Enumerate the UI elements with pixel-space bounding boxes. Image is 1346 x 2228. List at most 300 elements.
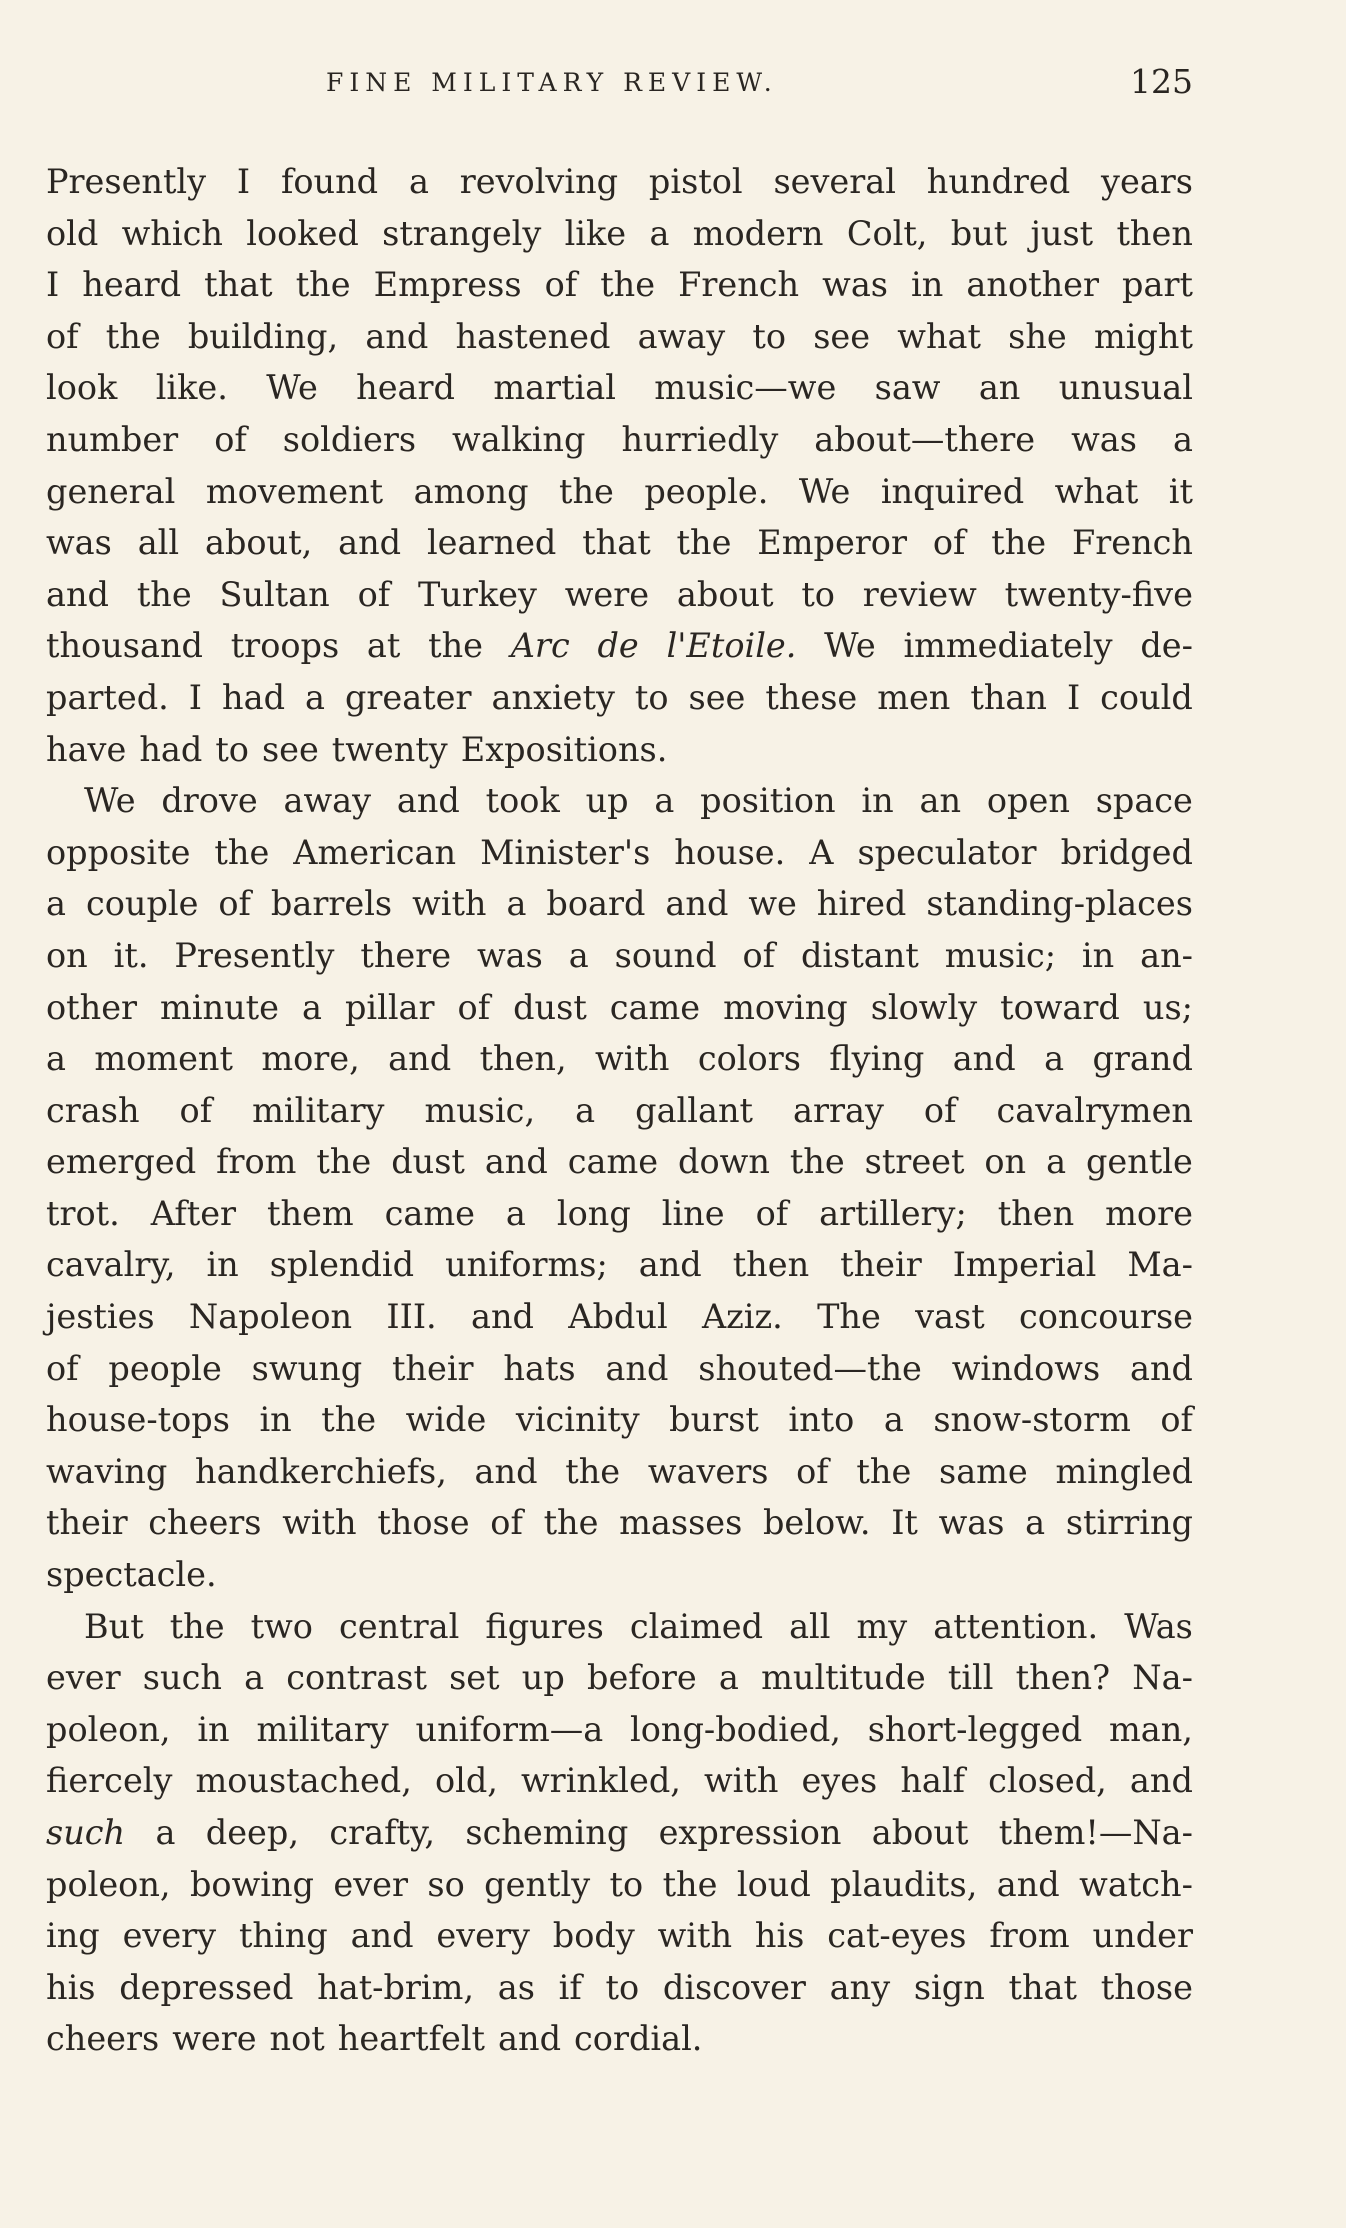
- word: greater: [344, 677, 472, 717]
- word: We: [84, 781, 136, 821]
- word: and: [498, 2019, 562, 2059]
- word: dust: [513, 987, 587, 1027]
- word: a: [506, 884, 527, 924]
- word: from: [989, 1916, 1070, 1956]
- word: all: [789, 1606, 831, 1646]
- word: music,: [424, 1090, 536, 1130]
- word: and: [388, 1039, 452, 1079]
- word: snow-storm: [933, 1400, 1131, 1440]
- word: just: [1030, 213, 1094, 253]
- word: poleon,: [46, 1709, 171, 1749]
- word: it: [1168, 471, 1193, 511]
- word: as: [497, 1967, 535, 2007]
- word: movement: [205, 471, 384, 511]
- text-line: [46, 1652, 1193, 1704]
- text-line: [46, 878, 1193, 930]
- word: so: [427, 1864, 465, 1904]
- text-line: [46, 466, 1193, 518]
- text-line: [46, 1239, 1193, 1291]
- word: wavers: [647, 1451, 769, 1491]
- word: modern: [692, 213, 824, 253]
- word: Turkey: [417, 574, 537, 614]
- word: expression: [658, 1813, 842, 1852]
- word: a: [46, 884, 66, 924]
- word: ever: [333, 1864, 408, 1904]
- word: have: [46, 729, 127, 769]
- word: inquired: [880, 471, 1025, 511]
- word: had: [222, 677, 286, 717]
- word: about: [871, 1813, 969, 1852]
- word: Abdul: [568, 1297, 668, 1337]
- word: then: [1116, 213, 1193, 253]
- word: plaudits,: [830, 1864, 978, 1904]
- text-line: [46, 414, 1193, 466]
- word: to: [215, 729, 249, 769]
- word: their: [840, 1245, 922, 1285]
- text-line: [46, 1497, 1193, 1549]
- body-text: [46, 156, 1193, 2065]
- word: in: [911, 265, 944, 305]
- word: fiercely: [46, 1761, 173, 1801]
- word: It: [891, 1503, 918, 1543]
- word: speculator: [857, 832, 1037, 872]
- word: board: [546, 884, 646, 924]
- text-line: [46, 311, 1193, 363]
- word: of: [932, 523, 966, 563]
- word: Empress: [373, 265, 522, 305]
- word: came: [384, 1193, 475, 1233]
- text-line: [46, 517, 1193, 569]
- word: in: [861, 781, 894, 821]
- word: The: [817, 1297, 881, 1337]
- word: in: [1081, 935, 1115, 975]
- word: and: [952, 1039, 1016, 1079]
- word: were: [564, 574, 650, 614]
- word: more,: [261, 1039, 360, 1079]
- word: military: [252, 1090, 385, 1130]
- word: trot.: [46, 1193, 120, 1233]
- word: a: [305, 677, 325, 717]
- word: like: [564, 213, 627, 253]
- word: of: [544, 265, 578, 305]
- word: moustached,: [195, 1761, 412, 1801]
- word: position: [700, 781, 836, 821]
- word: all: [137, 523, 180, 563]
- word: stirring: [1065, 1503, 1193, 1543]
- word: and: [46, 574, 109, 614]
- word: a: [408, 162, 429, 201]
- word: deep,: [205, 1813, 299, 1852]
- word: about: [676, 574, 774, 614]
- text-line: [46, 1188, 1193, 1240]
- word: French: [678, 265, 800, 305]
- word: those: [377, 1503, 470, 1543]
- word: up: [521, 1658, 565, 1698]
- word: depressed: [119, 1967, 294, 2007]
- word: cheers: [46, 2019, 160, 2059]
- word: away: [637, 316, 726, 356]
- word: saw: [874, 368, 941, 408]
- word: grand: [1092, 1039, 1193, 1079]
- text-line: [46, 620, 1193, 672]
- word: of: [214, 419, 247, 459]
- word: bowing: [189, 1864, 314, 1904]
- word: with: [595, 1039, 670, 1079]
- word: Presently: [174, 935, 335, 975]
- word: standing-places: [926, 884, 1193, 924]
- word: attention.: [933, 1606, 1099, 1646]
- word: those: [1100, 1967, 1193, 2007]
- word: the: [136, 574, 192, 614]
- word: than: [970, 677, 1047, 717]
- word: of: [46, 316, 79, 356]
- word: another: [966, 265, 1099, 305]
- word: and: [996, 1864, 1060, 1904]
- word: hastened: [455, 316, 611, 356]
- word: had: [139, 729, 203, 769]
- word: mingled: [1055, 1451, 1193, 1491]
- word: about—there: [814, 419, 1036, 459]
- word: I: [236, 162, 251, 201]
- word: see: [261, 729, 319, 769]
- word: men: [877, 677, 951, 717]
- word: vast: [915, 1297, 985, 1337]
- text-line: [46, 1859, 1193, 1911]
- text-line: [46, 724, 1193, 776]
- word: line: [661, 1193, 725, 1233]
- word: long-bodied,: [630, 1709, 841, 1749]
- text-line: [46, 1704, 1193, 1756]
- word: multitude: [761, 1658, 926, 1698]
- word: body: [552, 1916, 635, 1956]
- word: a: [46, 1039, 66, 1079]
- word: array: [793, 1090, 884, 1130]
- word: the: [316, 1142, 372, 1182]
- word: them!—Na-: [998, 1813, 1193, 1852]
- text-line: [46, 1394, 1193, 1446]
- word: revolving: [459, 162, 619, 201]
- word: III.: [386, 1297, 437, 1337]
- word: short-legged: [867, 1709, 1083, 1749]
- word: house-tops: [46, 1400, 230, 1440]
- page-number: 125: [1130, 62, 1193, 101]
- word: a: [244, 1658, 265, 1698]
- word: these: [765, 677, 858, 717]
- word: cheers: [148, 1503, 262, 1543]
- word: gentle: [1085, 1142, 1193, 1182]
- word: wide: [405, 1400, 487, 1440]
- word: was: [1071, 419, 1137, 459]
- running-head: [46, 62, 1193, 112]
- word: of: [742, 935, 776, 975]
- paragraph: [46, 775, 1193, 1601]
- word: of: [923, 1090, 957, 1130]
- text-line: [46, 1291, 1193, 1343]
- word: us;: [1142, 987, 1193, 1027]
- word: his: [754, 1916, 805, 1956]
- word: old,: [434, 1761, 498, 1801]
- word: masses: [619, 1503, 743, 1543]
- word: of: [1160, 1400, 1193, 1440]
- word: on: [46, 935, 88, 975]
- word: Expositions.: [460, 729, 668, 769]
- word: what: [1054, 471, 1139, 511]
- word: same: [939, 1451, 1028, 1491]
- text-line: [46, 1033, 1193, 1085]
- word: if: [558, 1967, 582, 2007]
- word: and: [471, 1297, 534, 1337]
- word: ing: [46, 1916, 100, 1956]
- word: and: [350, 1916, 414, 1956]
- word: with: [657, 1916, 733, 1956]
- word: Ma-: [1127, 1245, 1193, 1285]
- word: and: [665, 884, 729, 924]
- word: a: [649, 213, 670, 253]
- word: which: [121, 213, 223, 253]
- text-line: [46, 1910, 1193, 1962]
- word: learned: [426, 523, 557, 563]
- word: Colt,: [846, 213, 928, 253]
- word: closed,: [988, 1761, 1107, 1801]
- word: such: [46, 1813, 126, 1852]
- word: splendid: [269, 1245, 415, 1285]
- text-line: [46, 259, 1193, 311]
- word: an-: [1140, 935, 1193, 975]
- word: contrast: [286, 1658, 427, 1698]
- word: see: [688, 677, 746, 717]
- word: uniforms;: [445, 1245, 608, 1285]
- word: came: [609, 987, 701, 1027]
- word: Minister's: [480, 832, 651, 872]
- word: on: [984, 1142, 1027, 1182]
- word: an: [919, 781, 962, 821]
- word: a: [575, 1090, 596, 1130]
- word: colors: [697, 1039, 801, 1079]
- word: found: [280, 162, 379, 201]
- word: opposite: [46, 832, 191, 872]
- word: of: [490, 1503, 523, 1543]
- word: de: [597, 626, 639, 666]
- word: and: [474, 1451, 538, 1491]
- word: crafty,: [329, 1813, 436, 1852]
- word: a: [718, 1658, 739, 1698]
- word: and: [338, 523, 402, 563]
- word: of: [457, 987, 491, 1027]
- word: artillery;: [819, 1193, 967, 1233]
- word: see: [813, 316, 871, 356]
- word: building,: [187, 316, 339, 356]
- word: then: [997, 1193, 1075, 1233]
- word: took: [485, 781, 560, 821]
- word: waving: [46, 1451, 168, 1491]
- word: long: [556, 1193, 631, 1233]
- word: Was: [1124, 1606, 1193, 1646]
- word: military: [256, 1709, 389, 1749]
- word: open: [986, 781, 1070, 821]
- word: the: [991, 523, 1047, 563]
- word: was: [46, 523, 112, 563]
- word: the: [169, 1606, 225, 1646]
- word: cordial.: [574, 2019, 703, 2059]
- word: distant: [800, 935, 919, 975]
- word: slowly: [870, 987, 978, 1027]
- word: shouted—the: [698, 1348, 922, 1388]
- word: set: [449, 1658, 500, 1698]
- word: uniform—a: [415, 1709, 604, 1749]
- text-line: [46, 569, 1193, 621]
- word: look: [46, 368, 118, 408]
- word: a: [1046, 1142, 1067, 1182]
- word: years: [1101, 162, 1193, 201]
- word: bridged: [1060, 832, 1193, 872]
- text-line: [46, 1601, 1193, 1653]
- word: After: [150, 1193, 237, 1233]
- word: below.: [762, 1503, 871, 1543]
- word: the: [105, 316, 161, 356]
- word: an: [978, 368, 1021, 408]
- word: in: [206, 1245, 239, 1285]
- word: with: [412, 884, 487, 924]
- word: Presently: [46, 162, 207, 201]
- text-line: [46, 1807, 1193, 1859]
- word: looked: [246, 213, 359, 253]
- word: people: [108, 1348, 222, 1388]
- word: several: [773, 162, 896, 201]
- word: like.: [155, 368, 228, 408]
- word: before: [587, 1658, 697, 1698]
- word: old: [46, 213, 99, 253]
- word: I: [188, 677, 203, 717]
- word: that: [1008, 1967, 1077, 2007]
- word: toward: [1000, 987, 1120, 1027]
- word: gallant: [635, 1090, 753, 1130]
- word: man,: [1108, 1709, 1193, 1749]
- word: strangely: [382, 213, 542, 253]
- word: the: [428, 626, 483, 666]
- word: their: [46, 1503, 128, 1543]
- word: were: [172, 2019, 257, 2059]
- word: the: [295, 265, 351, 305]
- word: about,: [204, 523, 313, 563]
- word: of: [46, 1348, 79, 1388]
- text-line: [46, 930, 1193, 982]
- word: street: [864, 1142, 965, 1182]
- word: it.: [113, 935, 149, 975]
- word: the: [789, 1142, 845, 1182]
- word: anxiety: [491, 677, 615, 717]
- word: flying: [829, 1039, 925, 1079]
- word: I: [46, 265, 60, 305]
- word: Emperor: [757, 523, 907, 563]
- word: a: [301, 987, 322, 1027]
- word: not: [269, 2019, 325, 2059]
- word: scheming: [465, 1813, 629, 1852]
- word: in: [259, 1400, 292, 1440]
- text-line: [46, 1136, 1193, 1188]
- word: We: [798, 471, 851, 511]
- word: to: [609, 1864, 644, 1904]
- word: we: [748, 884, 797, 924]
- word: spectacle.: [46, 1555, 217, 1595]
- word: of: [179, 1090, 213, 1130]
- word: the: [856, 1451, 912, 1491]
- word: review: [862, 574, 977, 614]
- word: other: [46, 987, 138, 1027]
- word: people.: [644, 471, 769, 511]
- word: the: [565, 1451, 621, 1491]
- word: the: [676, 523, 732, 563]
- word: Aziz.: [701, 1297, 783, 1337]
- word: heard: [356, 368, 455, 408]
- word: with: [282, 1503, 357, 1543]
- word: concourse: [1018, 1297, 1193, 1337]
- word: central: [338, 1606, 460, 1646]
- word: crash: [46, 1090, 140, 1130]
- text-line: [46, 672, 1193, 724]
- word: vicinity: [515, 1400, 640, 1440]
- text-line: [46, 1085, 1193, 1137]
- word: a: [654, 781, 675, 821]
- word: hat-brim,: [317, 1967, 475, 2007]
- word: twenty: [331, 729, 448, 769]
- word: sound: [614, 935, 717, 975]
- word: them: [267, 1193, 354, 1233]
- word: could: [1100, 677, 1193, 717]
- word: loud: [736, 1864, 811, 1904]
- word: to: [752, 316, 787, 356]
- word: the: [543, 1503, 599, 1543]
- word: a: [1044, 1039, 1065, 1079]
- word: what: [897, 316, 981, 356]
- word: and: [484, 1142, 548, 1182]
- word: parted.: [46, 677, 169, 717]
- word: hundred: [926, 162, 1071, 201]
- word: and: [638, 1245, 702, 1285]
- word: figures: [485, 1606, 604, 1646]
- word: troops: [230, 626, 340, 666]
- word: to: [801, 574, 835, 614]
- word: then,: [479, 1039, 567, 1079]
- word: of: [796, 1451, 829, 1491]
- word: eyes: [801, 1761, 878, 1801]
- word: she: [1008, 316, 1067, 356]
- word: hats: [503, 1348, 576, 1388]
- word: immediately: [903, 626, 1113, 666]
- word: ever: [46, 1658, 121, 1698]
- word: emerged: [46, 1142, 197, 1182]
- word: and: [1129, 1761, 1193, 1801]
- word: among: [413, 471, 529, 511]
- paragraph: [46, 156, 1193, 775]
- word: but: [950, 213, 1008, 253]
- word: down: [678, 1142, 770, 1182]
- word: pistol: [648, 162, 743, 201]
- text-line: [46, 827, 1193, 879]
- word: hurriedly: [621, 419, 779, 459]
- word: twenty-five: [1004, 574, 1193, 614]
- word: poleon,: [46, 1864, 171, 1904]
- word: handkerchiefs,: [195, 1451, 447, 1491]
- word: Imperial: [952, 1245, 1097, 1285]
- word: a: [883, 1400, 904, 1440]
- text-line: [46, 982, 1193, 1034]
- word: away: [283, 781, 372, 821]
- paragraph: [46, 1601, 1193, 2065]
- word: the: [214, 832, 270, 872]
- word: We: [824, 626, 876, 666]
- word: with: [703, 1761, 779, 1801]
- word: music;: [944, 935, 1057, 975]
